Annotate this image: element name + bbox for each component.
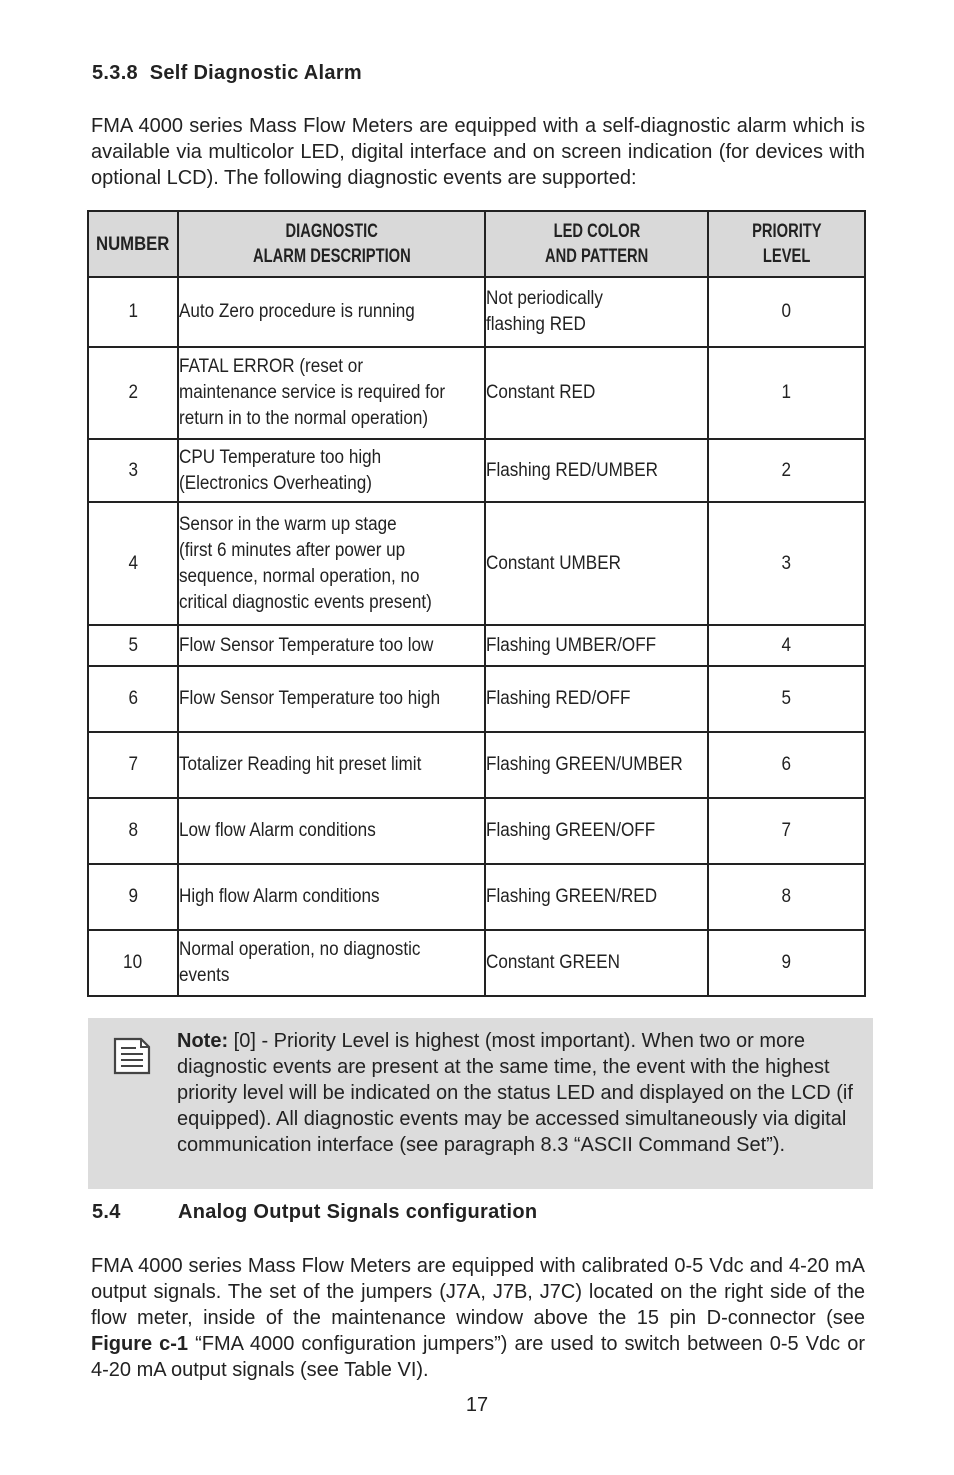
table-row (88, 864, 865, 930)
row-number: 3 (88, 439, 178, 502)
table-row (88, 666, 865, 732)
table-row (88, 347, 865, 439)
note-body: [0] - Priority Level is highest (most important). When two or more diagnostic events are present at the same time, the event with the highest priority level will be indicated on the status LED and displayed on the LCD (if equipped). All diagnostic events may be accessed simultaneously via digital communication interface (see paragraph 8.3 “ASCII Command Set”). (177, 1030, 853, 1156)
section-number: 5.3.8 (92, 62, 138, 84)
section-title: Self Diagnostic Alarm (149, 62, 362, 84)
row-number: 8 (88, 798, 178, 864)
row-led-pattern: Not periodically flashing RED (485, 277, 708, 347)
table-row (88, 439, 865, 502)
table-row (88, 732, 865, 798)
diagnostic-alarm-table (87, 210, 866, 997)
row-led-pattern: Constant RED (485, 347, 708, 439)
row-number: 2 (88, 347, 178, 439)
note-icon (112, 1036, 152, 1076)
row-led-pattern: Flashing GREEN/RED (485, 864, 708, 930)
note-text (177, 1028, 867, 1158)
row-priority: 9 (708, 930, 865, 996)
row-number: 6 (88, 666, 178, 732)
row-description: Auto Zero procedure is running (178, 277, 485, 347)
row-description: FATAL ERROR (reset or maintenance service is required for return in to the normal operation) (178, 347, 485, 439)
row-priority: 6 (708, 732, 865, 798)
row-description: Flow Sensor Temperature too high (178, 666, 485, 732)
row-number: 5 (88, 625, 178, 666)
row-number: 10 (88, 930, 178, 996)
row-description: CPU Temperature too high (Electronics Overheating) (178, 439, 485, 502)
note-box (88, 1018, 873, 1189)
row-led-pattern: Flashing GREEN/OFF (485, 798, 708, 864)
header-number: NUMBER (88, 211, 178, 277)
row-description: Totalizer Reading hit preset limit (178, 732, 485, 798)
header-priority: PRIORITY LEVEL (708, 211, 865, 277)
row-priority: 1 (708, 347, 865, 439)
page-number: 17 (465, 1394, 489, 1416)
table-row (88, 277, 865, 347)
note-label: Note: (177, 1030, 229, 1052)
table-row (88, 798, 865, 864)
row-description: Low flow Alarm conditions (178, 798, 485, 864)
row-priority: 3 (708, 502, 865, 625)
section-54-heading (92, 1201, 537, 1224)
row-priority: 0 (708, 277, 865, 347)
row-number: 7 (88, 732, 178, 798)
row-priority: 8 (708, 864, 865, 930)
row-led-pattern: Flashing RED/UMBER (485, 439, 708, 502)
table-header-row (88, 211, 865, 277)
table-row (88, 625, 865, 666)
section-title: Analog Output Signals configuration (178, 1201, 538, 1223)
section-538-heading (92, 62, 362, 85)
row-number: 4 (88, 502, 178, 625)
row-led-pattern: Flashing GREEN/UMBER (485, 732, 708, 798)
row-priority: 5 (708, 666, 865, 732)
row-number: 9 (88, 864, 178, 930)
header-description: DIAGNOSTIC ALARM DESCRIPTION (178, 211, 485, 277)
analog-output-paragraph: FMA 4000 series Mass Flow Meters are equipped with calibrated 0-5 Vdc and 4-20 mA output signals. The set of the jumpers (J7A, J7B, J7C) located on the right side of the flow meter, inside of the maintenance window above the 15 pin D-connector (see Figure c-1 “FMA 4000 configuration jumpers”) are used to switch between 0-5 Vdc or 4-20 mA output signals (see Table VI). (91, 1255, 865, 1381)
row-number: 1 (88, 277, 178, 347)
section-54-paragraph (91, 1253, 865, 1383)
row-priority: 7 (708, 798, 865, 864)
table-row (88, 930, 865, 996)
row-description: High flow Alarm conditions (178, 864, 485, 930)
section-538-intro (91, 113, 865, 191)
row-led-pattern: Constant GREEN (485, 930, 708, 996)
figure-reference: Figure c-1 (91, 1333, 189, 1355)
row-led-pattern: Constant UMBER (485, 502, 708, 625)
row-led-pattern: Flashing RED/OFF (485, 666, 708, 732)
row-priority: 2 (708, 439, 865, 502)
row-description: Flow Sensor Temperature too low (178, 625, 485, 666)
intro-paragraph: FMA 4000 series Mass Flow Meters are equipped with a self-diagnostic alarm which is available via multicolor LED, digital interface and on screen indication (for devices with optional LCD). The following diagnostic events are supported: (91, 115, 865, 189)
row-priority: 4 (708, 625, 865, 666)
header-led: LED COLOR AND PATTERN (485, 211, 708, 277)
row-description: Normal operation, no diagnostic events (178, 930, 485, 996)
table-row (88, 502, 865, 625)
row-led-pattern: Flashing UMBER/OFF (485, 625, 708, 666)
row-description: Sensor in the warm up stage (first 6 minutes after power up sequence, normal operation, no critical diagnostic events present) (178, 502, 485, 625)
section-number: 5.4 (92, 1201, 121, 1223)
